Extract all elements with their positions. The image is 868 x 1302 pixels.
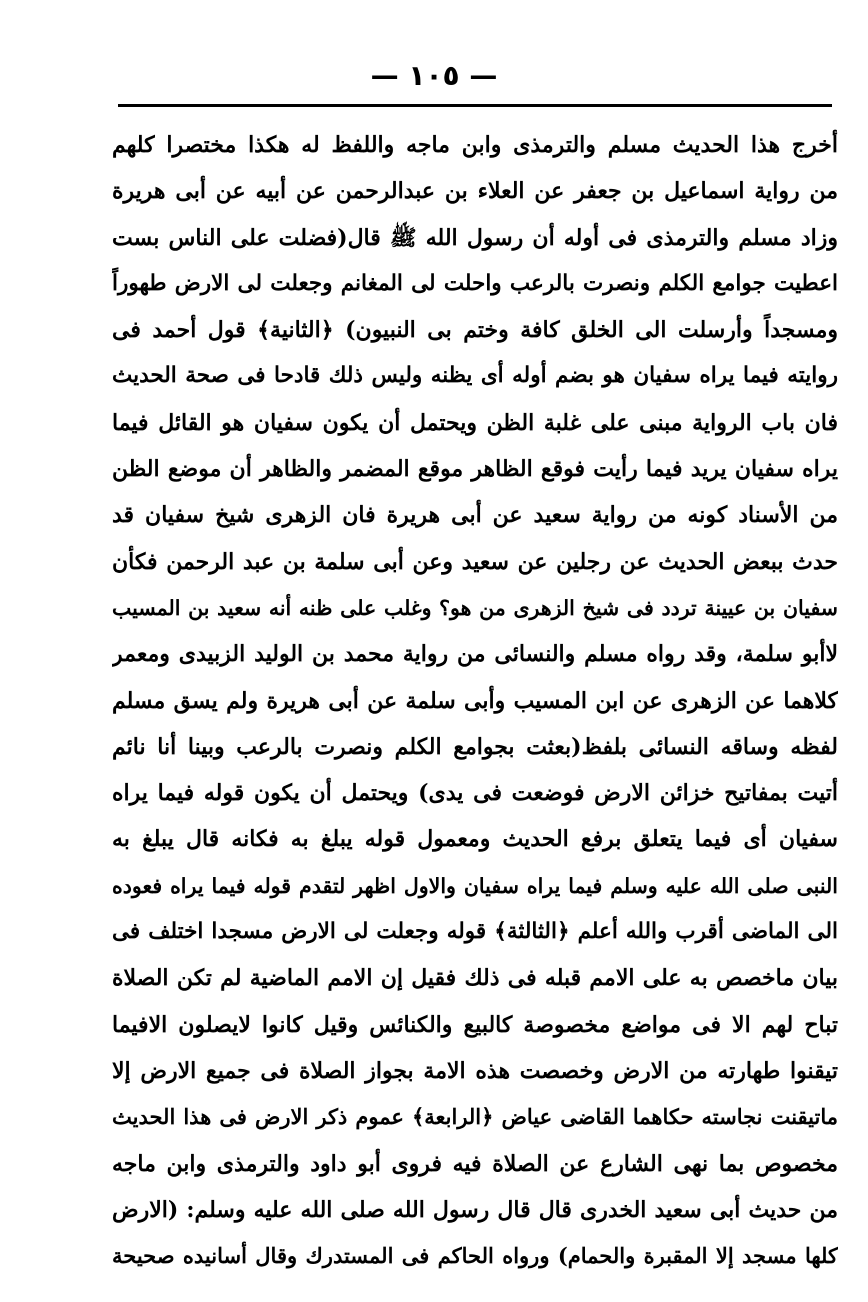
text-line: سفيان بن عيينة تردد فى شيخ الزهرى من هو؟ وغلب على ظنه أنه سعيد بن المسيب [112, 595, 838, 620]
text-line: كلاهما عن الزهرى عن ابن المسيب وأبى سلمة عن أبى هريرة ولم يسق مسلم [112, 687, 838, 714]
text-line: يراه سفيان يريد فيما رأيت فوقع الظاهر موقع المضمر والظاهر أن موضع الظن [112, 456, 838, 483]
text-line: لاأبو سلمة، وقد رواه مسلم والنسائى من رواية محمد بن الوليد الزبيدى ومعمر [112, 641, 838, 668]
page-header [0, 56, 868, 96]
text-line: وزاد مسلم والترمذى فى أوله أن رسول الله ﷺ قال(فضلت على الناس بست [112, 224, 838, 251]
text-line: من رواية اسماعيل بن جعفر عن العلاء بن عبدالرحمن عن أبيه عن أبى هريرة [112, 178, 838, 205]
text-line: من حديث أبى سعيد الخدرى قال قال رسول الله صلى الله عليه وسلم: (الارض [112, 1196, 838, 1223]
text-line: ماتيقنت نجاسته حكاهما القاضى عياض ﴿الرابعة﴾ عموم ذكر الارض فى هذا الحديث [112, 1104, 838, 1130]
text-line: روايته فيما يراه سفيان هو بضم أوله أى يظنه وليس ذلك قادحا فى صحة الحديث [112, 363, 838, 389]
text-line: أخرج هذا الحديث مسلم والترمذى وابن ماجه واللفظ له هكذا مختصرا كلهم [112, 132, 838, 158]
page-number: — ١٠٥ — [370, 59, 498, 92]
text-line: ومسجداً وأرسلت الى الخلق كافة وختم بى النبيون) ﴿الثانية﴾ قول أحمد فى [112, 317, 838, 344]
header-divider [118, 104, 832, 107]
text-line: كلها مسجد إلا المقبرة والحمام) ورواه الحاكم فى المستدرك وقال أسانيده صحيحة [112, 1243, 838, 1269]
text-line: تباح لهم الا فى مواضع مخصوصة كالبيع والكنائس وقيل كانوا لايصلون الافيما [112, 1011, 838, 1038]
text-line: من الأسناد كونه من رواية سعيد عن أبى هريرة فان الزهرى شيخ سفيان قد [112, 502, 838, 529]
body-text [112, 122, 838, 1279]
text-line: تيقنوا طهارته من الارض وخصصت هذه الامة بجواز الصلاة فى جميع الارض إلا [112, 1057, 838, 1084]
text-line: أتيت بمفاتيح خزائن الارض فوضعت فى يدى) ويحتمل أن يكون قوله فيما يراه [112, 780, 838, 807]
text-line: الى الماضى أقرب والله أعلم ﴿الثالثة﴾ قوله وجعلت لى الارض مسجدا اختلف فى [112, 919, 838, 945]
text-line: اعطيت جوامع الكلم ونصرت بالرعب واحلت لى المغانم وجعلت لى الارض طهوراً [112, 270, 838, 296]
text-line: بيان ماخصص به على الامم قبله فى ذلك فقيل إن الامم الماضية لم تكن الصلاة [112, 965, 838, 992]
text-line: فان باب الرواية مبنى على غلبة الظن ويحتمل أن يكون سفيان هو القائل فيما [112, 409, 838, 436]
text-line: مخصوص بما نهى الشارع عن الصلاة فيه فروى أبو داود والترمذى وابن ماجه [112, 1150, 838, 1177]
text-line: النبى صلى الله عليه وسلم فيما يراه سفيان والاول اظهر لتقدم قوله فيما يراه فعوده [112, 873, 838, 898]
text-line: حدث ببعض الحديث عن رجلين عن سعيد وعن أبى سلمة بن عبد الرحمن فكأن [112, 548, 838, 575]
text-line: لفظه وساقه النسائى بلفظ(بعثت بجوامع الكلم ونصرت بالرعب وبينا أنا نائم [112, 733, 838, 760]
text-line: سفيان أى فيما يتعلق برفع الحديث ومعمول قوله يبلغ به فكانه قال يبلغ به [112, 826, 838, 853]
